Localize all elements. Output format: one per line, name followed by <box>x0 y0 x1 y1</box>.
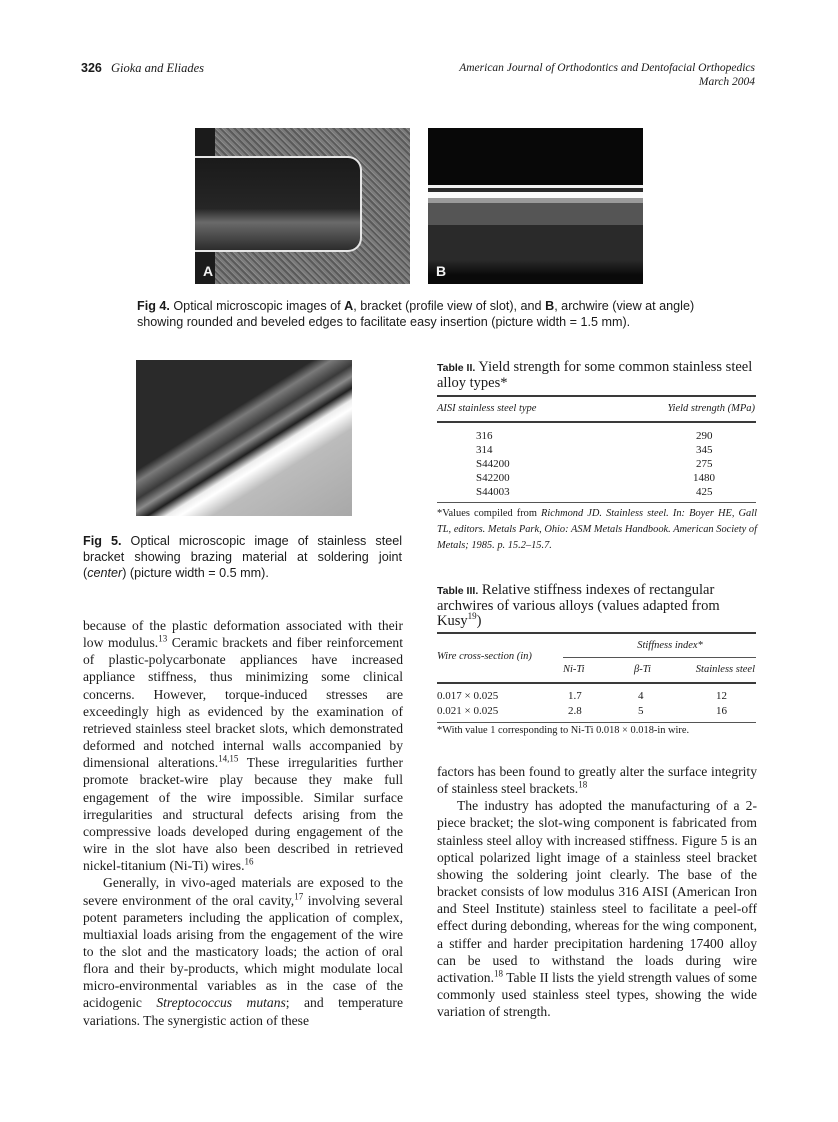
table-2-title: Yield strength for some common stainless steel alloy types* <box>437 359 753 391</box>
table-3-group-header: Stiffness index* <box>637 640 703 651</box>
figure-4b-archwire-image <box>428 128 643 284</box>
caption-text: , archwire (view at angle) showing rounded and beveled edges to facilitate easy insertion (picture width = 1.5 mm). <box>137 299 695 329</box>
figure-4-caption <box>137 298 737 330</box>
citation-superscript: 17 <box>294 890 304 901</box>
table-2-cell: S44200 <box>476 458 510 470</box>
table-2-header-type: AISI stainless steel type <box>437 403 537 414</box>
table-2-cell: 314 <box>476 444 493 456</box>
panel-label-b: B <box>436 263 447 279</box>
text: The industry has adopted the manufacturing of a 2-piece bracket; the slot-wing component is fabricated from stainless steel alloy with increased stiffness. Figure 5 is an optical polarized light image of a stainless steel bracket showing the soldering joint clearly. The base of the bracket consists of low modulus 316 AISI (American Iron and Steel Institute) stainless steel to facilitate a peel-off effect during debonding, whereas for the wing component, a stiffer and harder precipitation hardening 17400 alloy can be used to withstand the loads during wire activation. <box>437 798 757 985</box>
journal-title: American Journal of Orthodontics and Dentofacial Orthopedics <box>459 62 755 74</box>
caption-bold-a: A <box>344 299 354 313</box>
text: because of the plastic deformation associated with their low modulus. <box>83 618 403 651</box>
text: Ceramic brackets and fiber reinforcement of plastic-polycarbonate appliances have increased appliance stiffness, thus minimizing some clinical concerns. However, torque-induced stresses are exceedingly high as evidenced by the examination of retrieved stainless steel bracket slots, which demonstrated deformed and notched internal walls accompanied by dimensional alterations. <box>83 635 403 771</box>
page-number: 326 <box>81 61 102 75</box>
caption-text: Optical microscopic image of stainless steel bracket showing brazing material at soldering joint ( <box>83 534 402 580</box>
body-column-right <box>437 763 757 1020</box>
table-3-header-niti: Ni-Ti <box>563 664 585 675</box>
table-2-bottom-rule <box>437 502 756 503</box>
table-3-cell: 0.021 × 0.025 <box>437 705 499 717</box>
text: involving several potent parameters including the application of complex, multiaxial loads arising from the engagement of the wire to the slot and the masticatory loads; the action of oral flora and their by-products, which might modulate local micro-environmental variables as in the case of the acidogenic <box>83 892 403 1011</box>
table-3-header-beta-ti: β-Ti <box>634 664 651 675</box>
table-3-title-end: ) <box>476 613 482 629</box>
citation-superscript: 14,15 <box>218 753 239 764</box>
caption-text: Optical microscopic images of <box>169 299 345 313</box>
text: Table II lists the yield strength values of some commonly used stainless steel types, showing the wide variation of strength. <box>437 969 757 1020</box>
figure-4a-bracket-image <box>195 128 410 284</box>
authors: Gioka and Eliades <box>110 61 205 75</box>
table-3-cell: 1.7 <box>568 690 582 702</box>
paragraph <box>83 874 403 1028</box>
table-3-top-rule <box>437 632 756 634</box>
table-3-cell: 16 <box>716 705 727 717</box>
figure-5-caption <box>83 533 402 581</box>
citation-superscript: 18 <box>494 968 503 979</box>
citation-superscript: 16 <box>244 856 254 867</box>
table-3-footnote: *With value 1 corresponding to Ni-Ti 0.018 × 0.018-in wire. <box>437 725 690 736</box>
archwire-edge-shape <box>428 185 643 284</box>
table-2-caption <box>437 360 757 391</box>
table-2-top-rule <box>437 395 756 397</box>
table-2-cell: 345 <box>696 444 713 456</box>
text: ; and temperature variations. The synergistic action of these <box>83 995 403 1028</box>
table-2-cell: 1480 <box>693 472 715 484</box>
table-3-cell: 12 <box>716 690 727 702</box>
table-2-cell: 316 <box>476 430 493 442</box>
table-3-caption <box>437 583 757 629</box>
table-3-label: Table III. <box>437 585 479 597</box>
table-2-header-yield: Yield strength (MPa) <box>667 403 755 414</box>
running-header-right <box>459 61 755 89</box>
bracket-slot-shape <box>195 156 362 252</box>
table-2-cell: S42200 <box>476 472 510 484</box>
table-3-header-rule <box>437 682 756 684</box>
paragraph <box>437 763 757 797</box>
panel-label-a: A <box>203 263 214 279</box>
paragraph <box>83 617 403 874</box>
table-3-header-wire: Wire cross-section (in) <box>437 651 532 662</box>
citation-superscript: 18 <box>578 779 588 790</box>
caption-italic: center <box>87 566 123 580</box>
table-3-title: Relative stiffness indexes of rectangular archwires of various alloys (values adapted from Kusy <box>437 582 720 629</box>
text: Generally, in vivo-aged materials are exposed to the severe environment of the oral cavity, <box>83 875 403 908</box>
footnote-citation: Richmond JD. Stainless steel. In: Boyer HE, Gall TL, editors. Metals Park, Ohio: ASM Metals Handbook. American Society of Metals; 1985. p. 15.2–15.7. <box>437 508 757 551</box>
body-column-left <box>83 617 403 1029</box>
table-3-cell: 5 <box>638 705 644 717</box>
table-3-cell: 0.017 × 0.025 <box>437 690 499 702</box>
citation-superscript: 19 <box>467 611 477 622</box>
table-2-header-rule <box>437 421 756 423</box>
citation-superscript: 13 <box>158 633 168 644</box>
caption-bold-b: B <box>545 299 555 313</box>
table-3-cell: 4 <box>638 690 644 702</box>
figure-5-label: Fig 5. <box>83 534 122 548</box>
table-2-label: Table II. <box>437 362 476 374</box>
text: factors has been found to greatly alter the surface integrity of stainless steel brackets. <box>437 764 757 797</box>
table-2-cell: 290 <box>696 430 713 442</box>
table-2-footnote <box>437 506 757 554</box>
table-2-cell: S44003 <box>476 486 510 498</box>
figure-5-soldering-joint-image <box>136 360 352 516</box>
caption-text: ) (picture width = 0.5 mm). <box>122 566 269 580</box>
figure-4-label: Fig 4. <box>137 299 170 313</box>
running-header-left <box>81 61 204 76</box>
table-3-header-stainless: Stainless steel <box>695 664 755 675</box>
table-3-bottom-rule <box>437 722 756 723</box>
table-3-cell: 2.8 <box>568 705 582 717</box>
paragraph <box>437 797 757 1020</box>
issue-date: March 2004 <box>698 76 755 88</box>
table-2-cell: 275 <box>696 458 713 470</box>
text: These irregularities further promote bracket-wire play because they make full engagement of the wire impossible. Similar surface irregularities and structural defects arising from the compressive loads developed during engagement of the wire in the slot have also been described in retrieved nickel-titanium (Ni-Ti) wires. <box>83 755 403 874</box>
caption-text: , bracket (profile view of slot), and <box>353 299 546 313</box>
footnote-text: *Values compiled from <box>437 508 542 519</box>
table-3-group-rule <box>563 657 756 658</box>
table-2-cell: 425 <box>696 486 713 498</box>
species-name: Streptococcus mutans <box>156 995 286 1011</box>
